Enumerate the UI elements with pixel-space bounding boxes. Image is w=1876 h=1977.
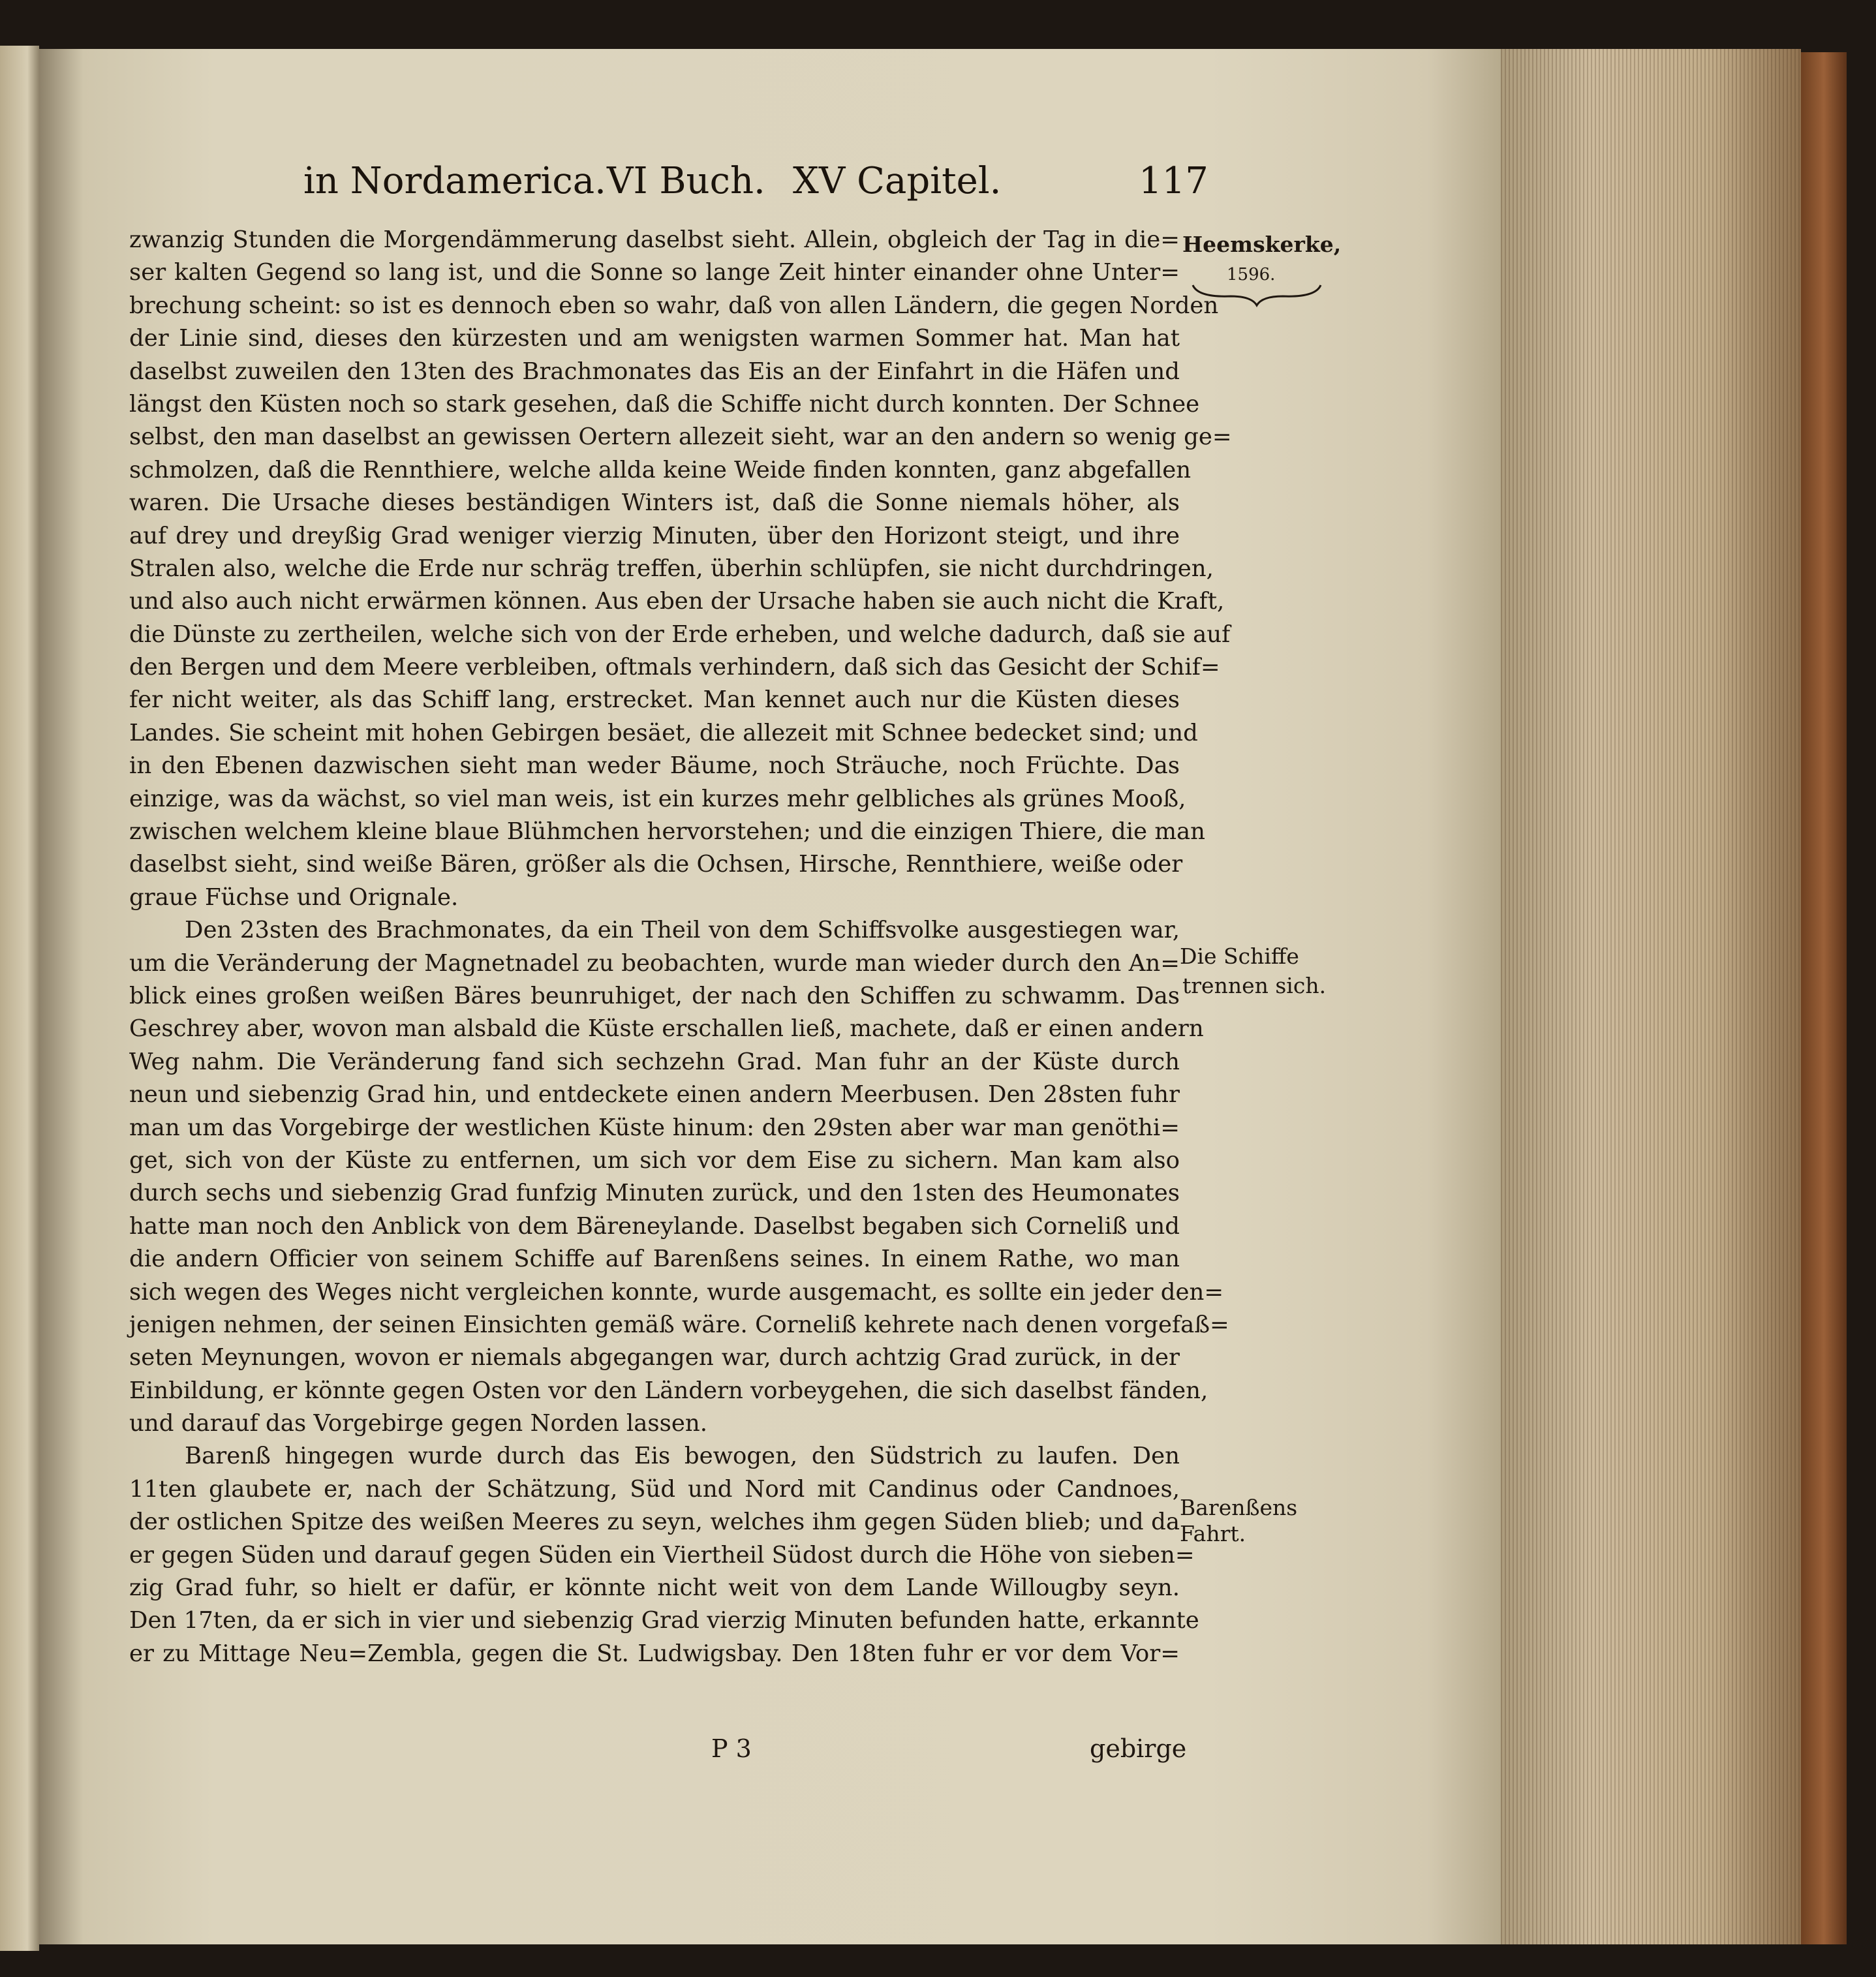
margin-note-schiffe-line1: Die Schiffe	[1180, 943, 1299, 969]
text-line: seten Meynungen, wovon er niemals abgegangen war, durch achtzig Grad zurück, in der	[129, 1344, 1180, 1372]
text-line: jenigen nehmen, der seinen Einsichten gemäß wäre. Corneliß kehrete nach denen vorgefaß=	[129, 1311, 1229, 1338]
text-line: brechung scheint: so ist es dennoch eben so wahr, daß von allen Ländern, die gegen Norden	[129, 292, 1219, 319]
text-line: zig Grad fuhr, so hielt er dafür, er könnte nicht weit von dem Lande Willougby seyn.	[129, 1574, 1180, 1602]
signature-mark: P 3	[711, 1734, 752, 1763]
text-line: daselbst zuweilen den 13ten des Brachmonates das Eis an der Einfahrt in die Häfen und	[129, 358, 1180, 385]
margin-note-heemskerke: Heemskerke,	[1182, 232, 1342, 257]
text-line: neun und siebenzig Grad hin, und entdeckete einen andern Meerbusen. Den 28sten fuhr	[129, 1081, 1180, 1109]
text-line: Barenß hingegen wurde durch das Eis bewogen, den Südstrich zu laufen. Den	[185, 1443, 1180, 1470]
text-line: und also auch nicht erwärmen können. Aus eben der Ursache haben sie auch nicht die Kraft,	[129, 588, 1225, 615]
text-line: der ostlichen Spitze des weißen Meeres zu seyn, welches ihm gegen Süden blieb; und da	[129, 1509, 1180, 1536]
text-line: hatte man noch den Anblick von dem Bäreneylande. Daselbst begaben sich Corneliß und	[129, 1212, 1180, 1240]
text-line: man um das Vorgebirge der westlichen Küste hinum: den 29sten aber war man genöthi=	[129, 1114, 1180, 1141]
margin-note-year: 1596.	[1227, 265, 1276, 284]
text-line: waren. Die Ursache dieses beständigen Winters ist, daß die Sonne niemals höher, als	[129, 489, 1180, 517]
text-line: ser kalten Gegend so lang ist, und die Sonne so lange Zeit hinter einander ohne Unter=	[129, 259, 1180, 286]
running-header	[0, 160, 1876, 219]
text-line: schmolzen, daß die Rennthiere, welche allda keine Weide finden konnten, ganz abgefallen	[129, 456, 1192, 483]
header-title-mid: VI Buch.	[607, 160, 765, 202]
text-line: er gegen Süden und darauf gegen Süden ein Viertheil Südost durch die Höhe von sieben=	[129, 1541, 1195, 1569]
text-line: Stralen also, welche die Erde nur schräg treffen, überhin schlüpfen, sie nicht durchdringen,	[129, 555, 1214, 582]
text-line: Einbildung, er könnte gegen Osten vor den Ländern vorbeygehen, die sich daselbst fänden,	[129, 1377, 1208, 1404]
text-line: zwischen welchem kleine blaue Blühmchen hervorstehen; und die einzigen Thiere, die man	[129, 818, 1206, 846]
text-line: durch sechs und siebenzig Grad funfzig Minuten zurück, und den 1sten des Heumonates	[129, 1180, 1180, 1207]
text-line: einzige, was da wächst, so viel man weis, ist ein kurzes mehr gelbliches als grünes Mooß,	[129, 785, 1186, 812]
text-line: auf drey und dreyßig Grad weniger vierzig Minuten, über den Horizont steigt, und ihre	[129, 522, 1180, 549]
text-line: fer nicht weiter, als das Schiff lang, erstrecket. Man kennet auch nur die Küsten dieses	[129, 686, 1180, 714]
text-line: Landes. Sie scheint mit hohen Gebirgen besäet, die allezeit mit Schnee bedecket sind; und	[129, 719, 1198, 746]
margin-note-barentz-line2: Fahrt.	[1180, 1521, 1246, 1546]
text-line: get, sich von der Küste zu entfernen, um sich vor dem Eise zu sichern. Man kam also	[129, 1146, 1180, 1174]
page-number: 117	[1139, 160, 1208, 202]
text-line: Weg nahm. Die Veränderung fand sich sechzehn Grad. Man fuhr an der Küste durch	[129, 1048, 1180, 1075]
margin-note-barentz-line1: Barenßens	[1180, 1495, 1298, 1520]
text-line: in den Ebenen dazwischen sieht man weder Bäume, noch Sträuche, noch Früchte. Das	[129, 752, 1180, 780]
text-line: graue Füchse und Orignale.	[129, 883, 459, 911]
text-line: der Linie sind, dieses den kürzesten und am wenigsten warmen Sommer hat. Man hat	[129, 325, 1180, 352]
text-line: um die Veränderung der Magnetnadel zu beobachten, wurde man wieder durch den An=	[129, 949, 1180, 977]
header-title-right: XV Capitel.	[793, 160, 1002, 202]
text-line: Geschrey aber, wovon man alsbald die Küste erschallen ließ, machete, daß er einen andern	[129, 1015, 1204, 1043]
text-line: sich wegen des Weges nicht vergleichen konnte, wurde ausgemacht, es sollte ein jeder den=	[129, 1278, 1224, 1306]
text-line: er zu Mittage Neu=Zembla, gegen die St. Ludwigsbay. Den 18ten fuhr er vor dem Vor=	[129, 1640, 1180, 1667]
left-page-edge	[0, 46, 39, 1951]
text-line: blick eines großen weißen Bäres beunruhiget, der nach den Schiffen zu schwamm. Das	[129, 982, 1180, 1009]
header-title-left: in Nordamerica.	[303, 160, 606, 202]
text-line: selbst, den man daselbst an gewissen Oertern allezeit sieht, war an den andern so wenig ge=	[129, 423, 1232, 451]
text-line: die andern Officier von seinem Schiffe auf Barenßens seines. In einem Rathe, wo man	[129, 1246, 1180, 1273]
text-line: zwanzig Stunden die Morgendämmerung daselbst sieht. Allein, obgleich der Tag in die=	[129, 226, 1180, 253]
text-line: daselbst sieht, sind weiße Bären, größer als die Ochsen, Hirsche, Rennthiere, weiße oder	[129, 851, 1183, 878]
body-text	[129, 224, 1232, 1670]
text-line: 11ten glaubete er, nach der Schätzung, Süd und Nord mit Candinus oder Candnoes,	[129, 1475, 1180, 1503]
text-line: Den 23sten des Brachmonates, da ein Theil von dem Schiffsvolke ausgestiegen war,	[185, 917, 1180, 944]
text-line: und darauf das Vorgebirge gegen Norden lassen.	[129, 1410, 707, 1437]
text-line: Den 17ten, da er sich in vier und siebenzig Grad vierzig Minuten befunden hatte, erkannte	[129, 1607, 1199, 1634]
text-line: den Bergen und dem Meere verbleiben, oftmals verhindern, daß sich das Gesicht der Schif=	[129, 654, 1220, 681]
text-line: die Dünste zu zertheilen, welche sich von der Erde erheben, und welche dadurch, daß sie auf	[129, 621, 1231, 648]
page-block-edge	[1501, 49, 1801, 1944]
catchword: gebirge	[1090, 1734, 1187, 1763]
book-cover	[1801, 52, 1847, 1944]
margin-note-schiffe-line2: trennen sich.	[1182, 973, 1327, 998]
text-line: längst den Küsten noch so stark gesehen, daß die Schiffe nicht durch konnten. Der Schnee	[129, 390, 1200, 418]
